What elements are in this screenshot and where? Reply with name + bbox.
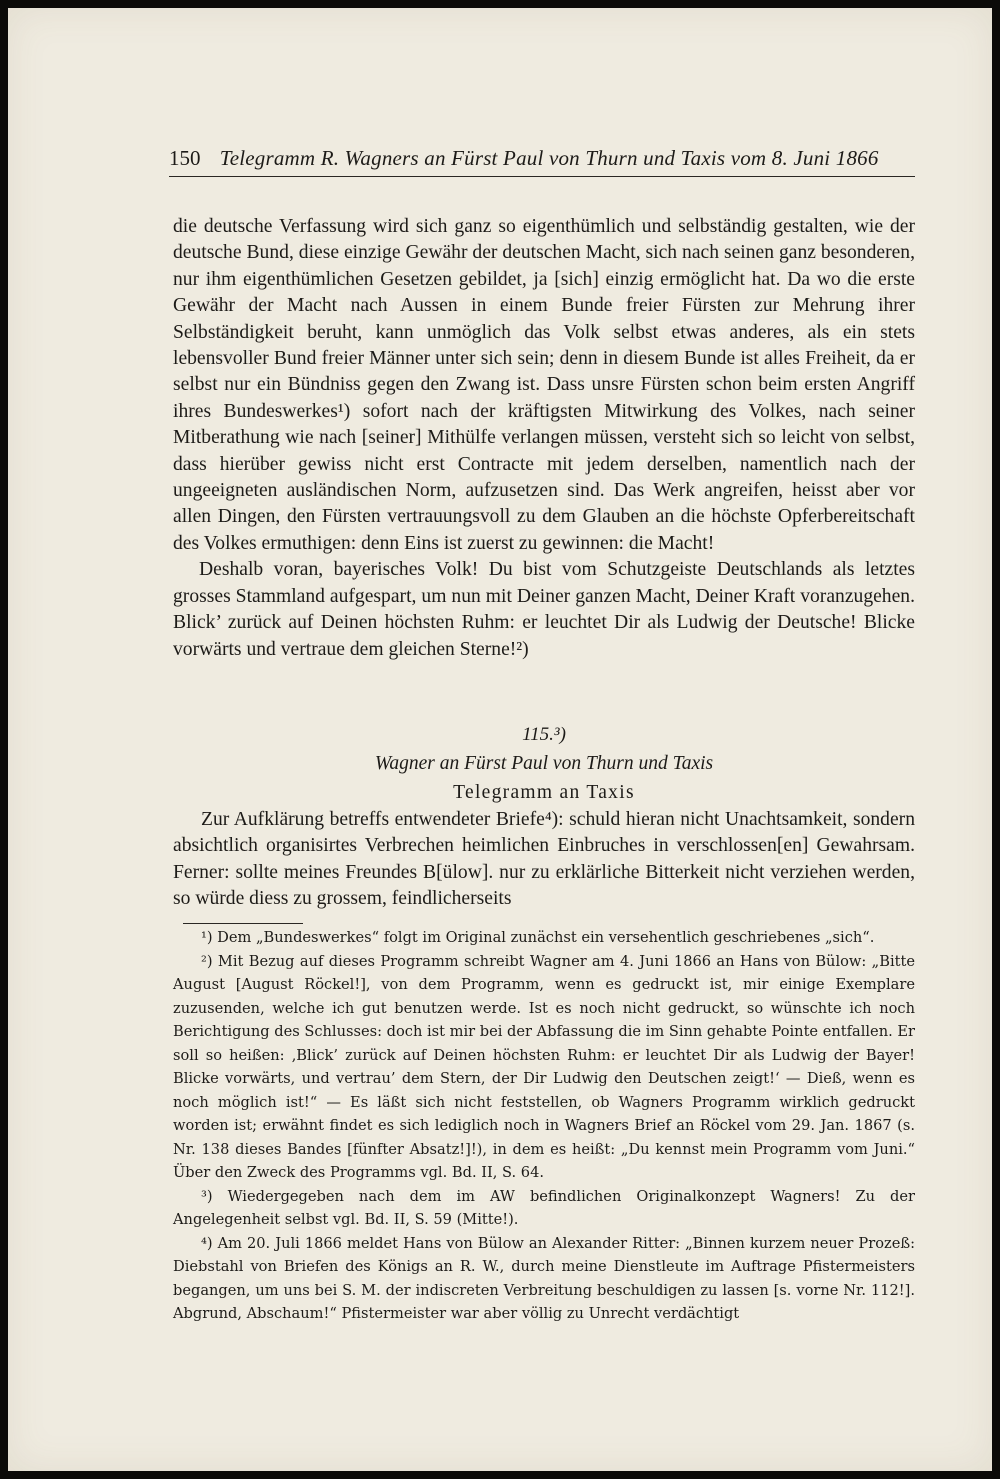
running-header: [169, 146, 915, 171]
book-page: [8, 8, 992, 1471]
header-rule: [169, 176, 915, 177]
running-title: Telegramm R. Wagners an Fürst Paul von Thurn und Taxis vom 8. Juni 1866: [219, 146, 879, 170]
document-title: Wagner an Fürst Paul von Thurn und Taxis: [374, 753, 714, 774]
main-text: [173, 214, 915, 663]
paragraph: Zur Aufklärung betreffs entwendeter Briefe⁴): schuld hieran nicht Unachtsamkeit, sondern absichtlich organisirtes Verbrechen heimlichen Einbruches in verschlossen[en] Gewahrsam. Ferner: sollte meines Freundes B[ülow]. nur zu erklärliche Bitterkeit nicht verziehen werden, so würde diess zu grossem, feindlicherseits: [173, 809, 915, 910]
footnote-2: ²) Mit Bezug auf dieses Programm schreibt Wagner am 4. Juni 1866 an Hans von Bülow: „Bitte August [August Röckel!], von dem Programm, wenn es gedruckt ist, mir einige Exemplare zuzusenden, welche ich gut benutzen werde. Ist es noch nicht gedruckt, so wünschte ich noch Berichtigung des Schlusses: doch ist mir bei der Abfassung die im Sinn gehabte Pointe entfallen. Er soll so heißen: ‚Blick’ zurück auf Deinen höchsten Ruhm: er leuchtet Dir als Ludwig der Bayer! Blicke vorwärts, und vertrau’ dem Stern, der Dir Ludwig den Deutschen zeigt!‘ — Dieß, wenn es noch möglich ist!“ — Es läßt sich nicht feststellen, ob Wagners Programm wirklich gedruckt worden ist; erwähnt findet es sich lediglich noch in Wagners Brief an Röckel vom 29. Jan. 1867 (s. Nr. 138 dieses Bandes [fünfter Absatz!]!), in dem es heißt: „Du kennst mein Programm vom Juni.“ Über den Zweck des Programms vgl. Bd. II, S. 64.: [173, 952, 915, 1181]
page-number: 150: [169, 146, 201, 170]
footnote-3: ³) Wiedergegeben nach dem im AW befindlichen Originalkonzept Wagners! Zu der Angelegenheit selbst vgl. Bd. II, S. 59 (Mitte!).: [173, 1187, 915, 1228]
document-text: [173, 807, 915, 913]
document-subtitle: Telegramm an Taxis: [453, 782, 635, 803]
footnote-rule: [183, 923, 303, 924]
document-number: 115.³): [522, 724, 566, 745]
footnotes: [173, 926, 915, 1326]
footnote-1: ¹) Dem „Bundeswerkes“ folgt im Original zunächst ein versehentlich geschriebenes „sich“.: [201, 929, 875, 946]
paragraph: Deshalb voran, bayerisches Volk! Du bist vom Schutzgeiste Deutschlands als letztes grosses Stammland aufgespart, um nun mit Deiner ganzen Macht, Deiner Kraft voranzugehen. Blick’ zurück auf Deinen höchsten Ruhm: er leuchtet Dir als Ludwig der Deutsche! Blicke vorwärts und vertraue dem gleichen Sterne!²): [173, 559, 915, 660]
footnote-4: ⁴) Am 20. Juli 1866 meldet Hans von Bülow an Alexander Ritter: „Binnen kurzem neuer Prozeß: Diebstahl von Briefen des Königs an R. W., durch meine Dienstleute im Auftrage Pfistermeisters begangen, um uns bei S. M. der indiscreten Verbreitung beschuldigen zu lassen [s. vorne Nr. 112!]. Abgrund, Abschaum!“ Pfistermeister war aber völlig zu Unrecht verdächtigt: [173, 1234, 915, 1322]
paragraph: die deutsche Verfassung wird sich ganz so eigenthümlich und selbständig gestalten, wie der deutsche Bund, diese einzige Gewähr der deutschen Macht, sich nach seinen ganz besonderen, nur ihm eigenthümlichen Gesetzen gebildet, ja [sich] einzig ermöglicht hat. Da wo die erste Gewähr der Macht nach Aussen in einem Bunde freier Fürsten zur Mehrung ihrer Selbständigkeit beruht, kann unmöglich das Volk selbst etwas anderes, als ein stets lebensvoller Bund freier Männer unter sich sein; denn in diesem Bunde ist alles Freiheit, da er selbst nur ein Bündniss gegen den Zwang ist. Dass unsre Fürsten schon beim ersten Angriff ihres Bundeswerkes¹) sofort nach der kräftigsten Mitwirkung des Volkes, nach seiner Mitberathung wie nach [seiner] Mithülfe verlangen müssen, versteht sich so leicht von selbst, dass hierüber gewiss nicht erst Contracte mit jedem derselben, namentlich nach der ungeeigneten ausländischen Norm, aufzusetzen sind. Das Werk angreifen, heisst aber vor allen Dingen, den Fürsten vertrauungsvoll zu dem Glauben an die höchste Opferbereitschaft des Volkes ermuthigen: denn Eins ist zuerst zu gewinnen: die Macht!: [173, 216, 915, 554]
